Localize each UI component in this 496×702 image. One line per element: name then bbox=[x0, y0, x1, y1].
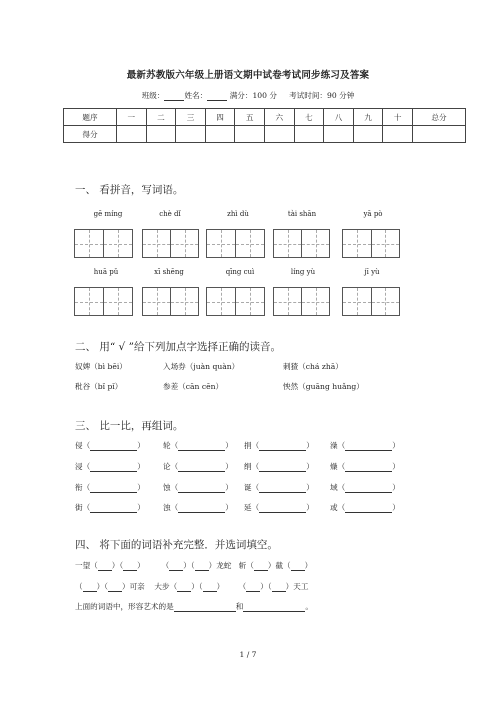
word-item[interactable]: 轮（ ） bbox=[163, 441, 233, 450]
table-cell: 三 bbox=[176, 109, 206, 126]
grid-cell[interactable] bbox=[372, 230, 400, 257]
score-input-cell[interactable] bbox=[205, 126, 235, 143]
writing-grid[interactable] bbox=[206, 229, 265, 258]
word-item[interactable]: 衔（ ） bbox=[75, 483, 145, 492]
grid-cell[interactable] bbox=[302, 230, 329, 257]
score-input-cell[interactable] bbox=[353, 126, 383, 143]
grid-cell[interactable] bbox=[104, 288, 132, 315]
table-cell: 七 bbox=[294, 109, 324, 126]
score-input-cell[interactable] bbox=[383, 126, 413, 143]
word-item[interactable]: 延（ ） bbox=[244, 503, 314, 512]
section1-heading: 一、 看拼音，写词语。 bbox=[75, 184, 184, 196]
class-label: 班级： bbox=[141, 91, 165, 100]
score-input-cell[interactable] bbox=[146, 126, 176, 143]
grid-cell[interactable] bbox=[372, 288, 400, 315]
writing-grid[interactable] bbox=[206, 287, 265, 316]
word-item[interactable]: 街（ ） bbox=[75, 503, 145, 512]
table-cell: 六 bbox=[264, 109, 294, 126]
grid-cell[interactable] bbox=[75, 288, 104, 315]
reading-option[interactable]: 参差（cān cēn） bbox=[163, 382, 224, 391]
reading-option[interactable]: 怏然（guāng huǎng） bbox=[283, 382, 364, 391]
pinyin-label: huā pǔ bbox=[93, 268, 119, 276]
writing-grid[interactable] bbox=[273, 287, 330, 316]
writing-grid[interactable] bbox=[342, 229, 400, 258]
word-item[interactable]: 绢（ ） bbox=[244, 462, 314, 471]
score-value-row bbox=[64, 126, 466, 143]
class-blank bbox=[164, 92, 184, 101]
score-input-cell[interactable] bbox=[264, 126, 294, 143]
word-item[interactable]: 澡（ ） bbox=[330, 441, 400, 450]
score-input-cell[interactable] bbox=[176, 126, 206, 143]
pinyin-label: gē míng bbox=[93, 210, 123, 218]
word-item[interactable]: 燥（ ） bbox=[330, 462, 400, 471]
idiom-line-3[interactable]: 上面的词语中，形容艺术的是 和 。 bbox=[75, 602, 313, 611]
exam-meta bbox=[0, 90, 496, 101]
grid-cell[interactable] bbox=[343, 288, 372, 315]
table-cell: 题序 bbox=[64, 109, 117, 126]
table-cell: 二 bbox=[146, 109, 176, 126]
table-cell: 九 bbox=[353, 109, 383, 126]
pinyin-label: tài shān bbox=[287, 210, 317, 218]
table-cell: 五 bbox=[235, 109, 265, 126]
section3-heading: 三、 比一比，再组词。 bbox=[75, 420, 184, 432]
section2-heading: 二、 用“ √ ”给下列加点字选择正确的读音。 bbox=[75, 341, 281, 353]
word-item[interactable]: 捐（ ） bbox=[244, 441, 314, 450]
grid-cell[interactable] bbox=[343, 230, 372, 257]
idiom-line-2[interactable]: （ ）（ ）可亲 大步（ ）（ ） （ ）（ ）天工 bbox=[75, 582, 309, 591]
grid-cell[interactable] bbox=[143, 230, 171, 257]
word-item[interactable]: 域（ ） bbox=[330, 483, 400, 492]
word-item[interactable]: 蚀（ ） bbox=[163, 483, 233, 492]
writing-grid[interactable] bbox=[142, 229, 199, 258]
score-input-cell[interactable] bbox=[235, 126, 265, 143]
score-input-cell[interactable] bbox=[294, 126, 324, 143]
score-header-row bbox=[64, 109, 466, 126]
writing-grid[interactable] bbox=[142, 287, 199, 316]
table-cell: 八 bbox=[324, 109, 354, 126]
name-blank bbox=[207, 92, 227, 101]
page-footer: 1 / 7 bbox=[239, 650, 257, 659]
grid-cell[interactable] bbox=[171, 230, 198, 257]
score-input-cell[interactable] bbox=[117, 126, 147, 143]
document-title: 最新苏教版六年级上册语文期中试卷考试同步练习及答案 bbox=[126, 70, 370, 81]
score-input-cell[interactable] bbox=[324, 126, 354, 143]
word-item[interactable]: 浊（ ） bbox=[163, 503, 233, 512]
table-cell: 一 bbox=[117, 109, 147, 126]
table-cell: 十 bbox=[383, 109, 413, 126]
writing-grid[interactable] bbox=[74, 287, 133, 316]
writing-grid[interactable] bbox=[74, 229, 133, 258]
pinyin-label: qīng cuì bbox=[225, 268, 255, 276]
reading-option[interactable]: 刺猹（chá zhā） bbox=[283, 362, 343, 371]
pinyin-label: jī yù bbox=[364, 268, 380, 276]
pinyin-label: xī shēng bbox=[154, 268, 184, 276]
reading-option[interactable]: 秕谷（bǐ pǐ） bbox=[75, 382, 123, 391]
grid-cell[interactable] bbox=[104, 230, 132, 257]
grid-cell[interactable] bbox=[207, 230, 236, 257]
table-cell: 总分 bbox=[413, 109, 466, 126]
idiom-line-1[interactable]: 一望（ ）（ ） （ ）（ ）龙蛇 斩（ ）截（ ） bbox=[75, 561, 313, 570]
score-table bbox=[63, 108, 466, 143]
word-item[interactable]: 或（ ） bbox=[330, 503, 400, 512]
grid-cell[interactable] bbox=[302, 288, 329, 315]
table-cell: 得分 bbox=[64, 126, 117, 143]
time-label: 考试时间：90 分钟 bbox=[289, 91, 355, 100]
writing-grid[interactable] bbox=[342, 287, 400, 316]
pinyin-label: zhì dù bbox=[227, 210, 249, 218]
grid-cell[interactable] bbox=[236, 288, 264, 315]
score-input-cell[interactable] bbox=[413, 126, 466, 143]
pinyin-label: chè dǐ bbox=[159, 210, 181, 218]
word-item[interactable]: 诞（ ） bbox=[244, 483, 314, 492]
grid-cell[interactable] bbox=[143, 288, 171, 315]
word-item[interactable]: 浸（ ） bbox=[75, 462, 145, 471]
reading-option[interactable]: 入场券（juàn quàn） bbox=[163, 362, 240, 371]
word-item[interactable]: 侵（ ） bbox=[75, 441, 145, 450]
grid-cell[interactable] bbox=[274, 230, 302, 257]
section4-heading: 四、 将下面的词语补充完整．并选词填空。 bbox=[75, 539, 278, 551]
reading-option[interactable]: 奴婢（bì bēi） bbox=[75, 362, 127, 371]
grid-cell[interactable] bbox=[207, 288, 236, 315]
score-label: 满分：100 分 bbox=[229, 91, 277, 100]
name-label: 姓名： bbox=[184, 91, 208, 100]
table-cell: 四 bbox=[205, 109, 235, 126]
word-item[interactable]: 论（ ） bbox=[163, 462, 233, 471]
pinyin-label: líng yù bbox=[290, 268, 316, 276]
grid-cell[interactable] bbox=[274, 288, 302, 315]
grid-cell[interactable] bbox=[75, 230, 104, 257]
writing-grid[interactable] bbox=[273, 229, 330, 258]
grid-cell[interactable] bbox=[171, 288, 198, 315]
pinyin-label: yā pò bbox=[363, 210, 383, 218]
grid-cell[interactable] bbox=[236, 230, 264, 257]
